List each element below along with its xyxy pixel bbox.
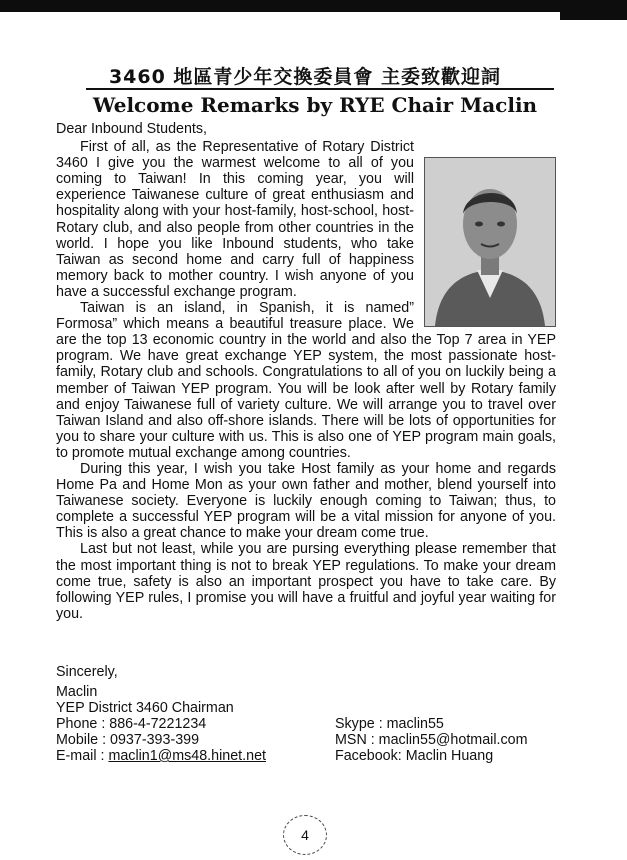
title-rule xyxy=(86,88,554,90)
mobile-line: Mobile : 0937-393-399 xyxy=(56,732,200,748)
greeting: Dear Inbound Students, xyxy=(56,121,208,137)
email-line xyxy=(56,748,266,764)
signer-name: Maclin xyxy=(56,684,98,700)
online-contacts xyxy=(335,716,528,764)
page-number: 4 xyxy=(283,815,327,855)
signature-block xyxy=(56,684,266,764)
english-title: Welcome Remarks by RYE Chair Maclin xyxy=(92,93,538,117)
top-border-bar xyxy=(0,0,627,12)
msn-line: MSN : maclin55@hotmail.com xyxy=(335,732,528,748)
closing: Sincerely, xyxy=(56,664,118,680)
email-link[interactable]: maclin1@ms48.hinet.net xyxy=(108,748,266,764)
paragraph-4: Last but not least, while you are pursing everything please remember that the most important thing is not to break YEP regulations. To make your dream come true, safety is also an important prospect you have to take care. By following YEP rules, I promise you will have a fruitful and joyful year waiting for you. xyxy=(56,541,556,622)
portrait-image xyxy=(425,158,555,326)
letter-body xyxy=(56,121,556,622)
signer-title: YEP District 3460 Chairman xyxy=(56,700,234,716)
paragraph-1: First of all, as the Representative of Rotary District 3460 I give you the warmest welcome to all of you coming to Taiwan! In this coming year, you will experience Taiwanese culture of great enthusiasm and hospitality along with your host-family, host-school, host-Rotary club, and also people from other countries in the world. I hope you like Inbound students, who take Taiwan as second home and carry full of happiness memory back to mother country. I wish anyone of you have a successful exchange program. xyxy=(56,139,414,300)
facebook-line: Facebook: Maclin Huang xyxy=(335,748,494,764)
paragraph-3: During this year, I wish you take Host family as your home and regards Home Pa and Home Mon as your own father and mother, blend yourself into Taiwanese society. Everyone is luckily enough coming to Taiwan; thus, to complete a successful YEP program will be a vital mission for anyone of you. This is also a great chance to make your dream come true. xyxy=(56,460,556,542)
phone-line: Phone : 886-4-7221234 xyxy=(56,716,207,732)
top-border-tail xyxy=(560,12,627,20)
paragraph-2: Taiwan is an island, in Spanish, it is named” Formosa” which means a beautiful treasure place. We are the top 13 economic country in the world and also the Top 7 area in YEP program. We have great exchange YEP system, the most passionate host-family, Rotary club and schools. Congratulations to all of you on luckily being a member of Taiwan YEP program. You will be look after well by Rotary family and enjoy Taiwanese full of variety culture. We will arrange you to travel over Taiwan Island and also off-shore islands. There will be lots of opportunities for you to share your culture with us. This is also one of YEP program main goals, to promote mutual exchange among countries. xyxy=(56,300,556,461)
email-label: E-mail : xyxy=(56,748,109,764)
chairman-photo xyxy=(424,157,556,327)
skype-line: Skype : maclin55 xyxy=(335,716,444,732)
chinese-title: 3460 地區青少年交換委員會 主委致歡迎詞 xyxy=(108,66,502,88)
